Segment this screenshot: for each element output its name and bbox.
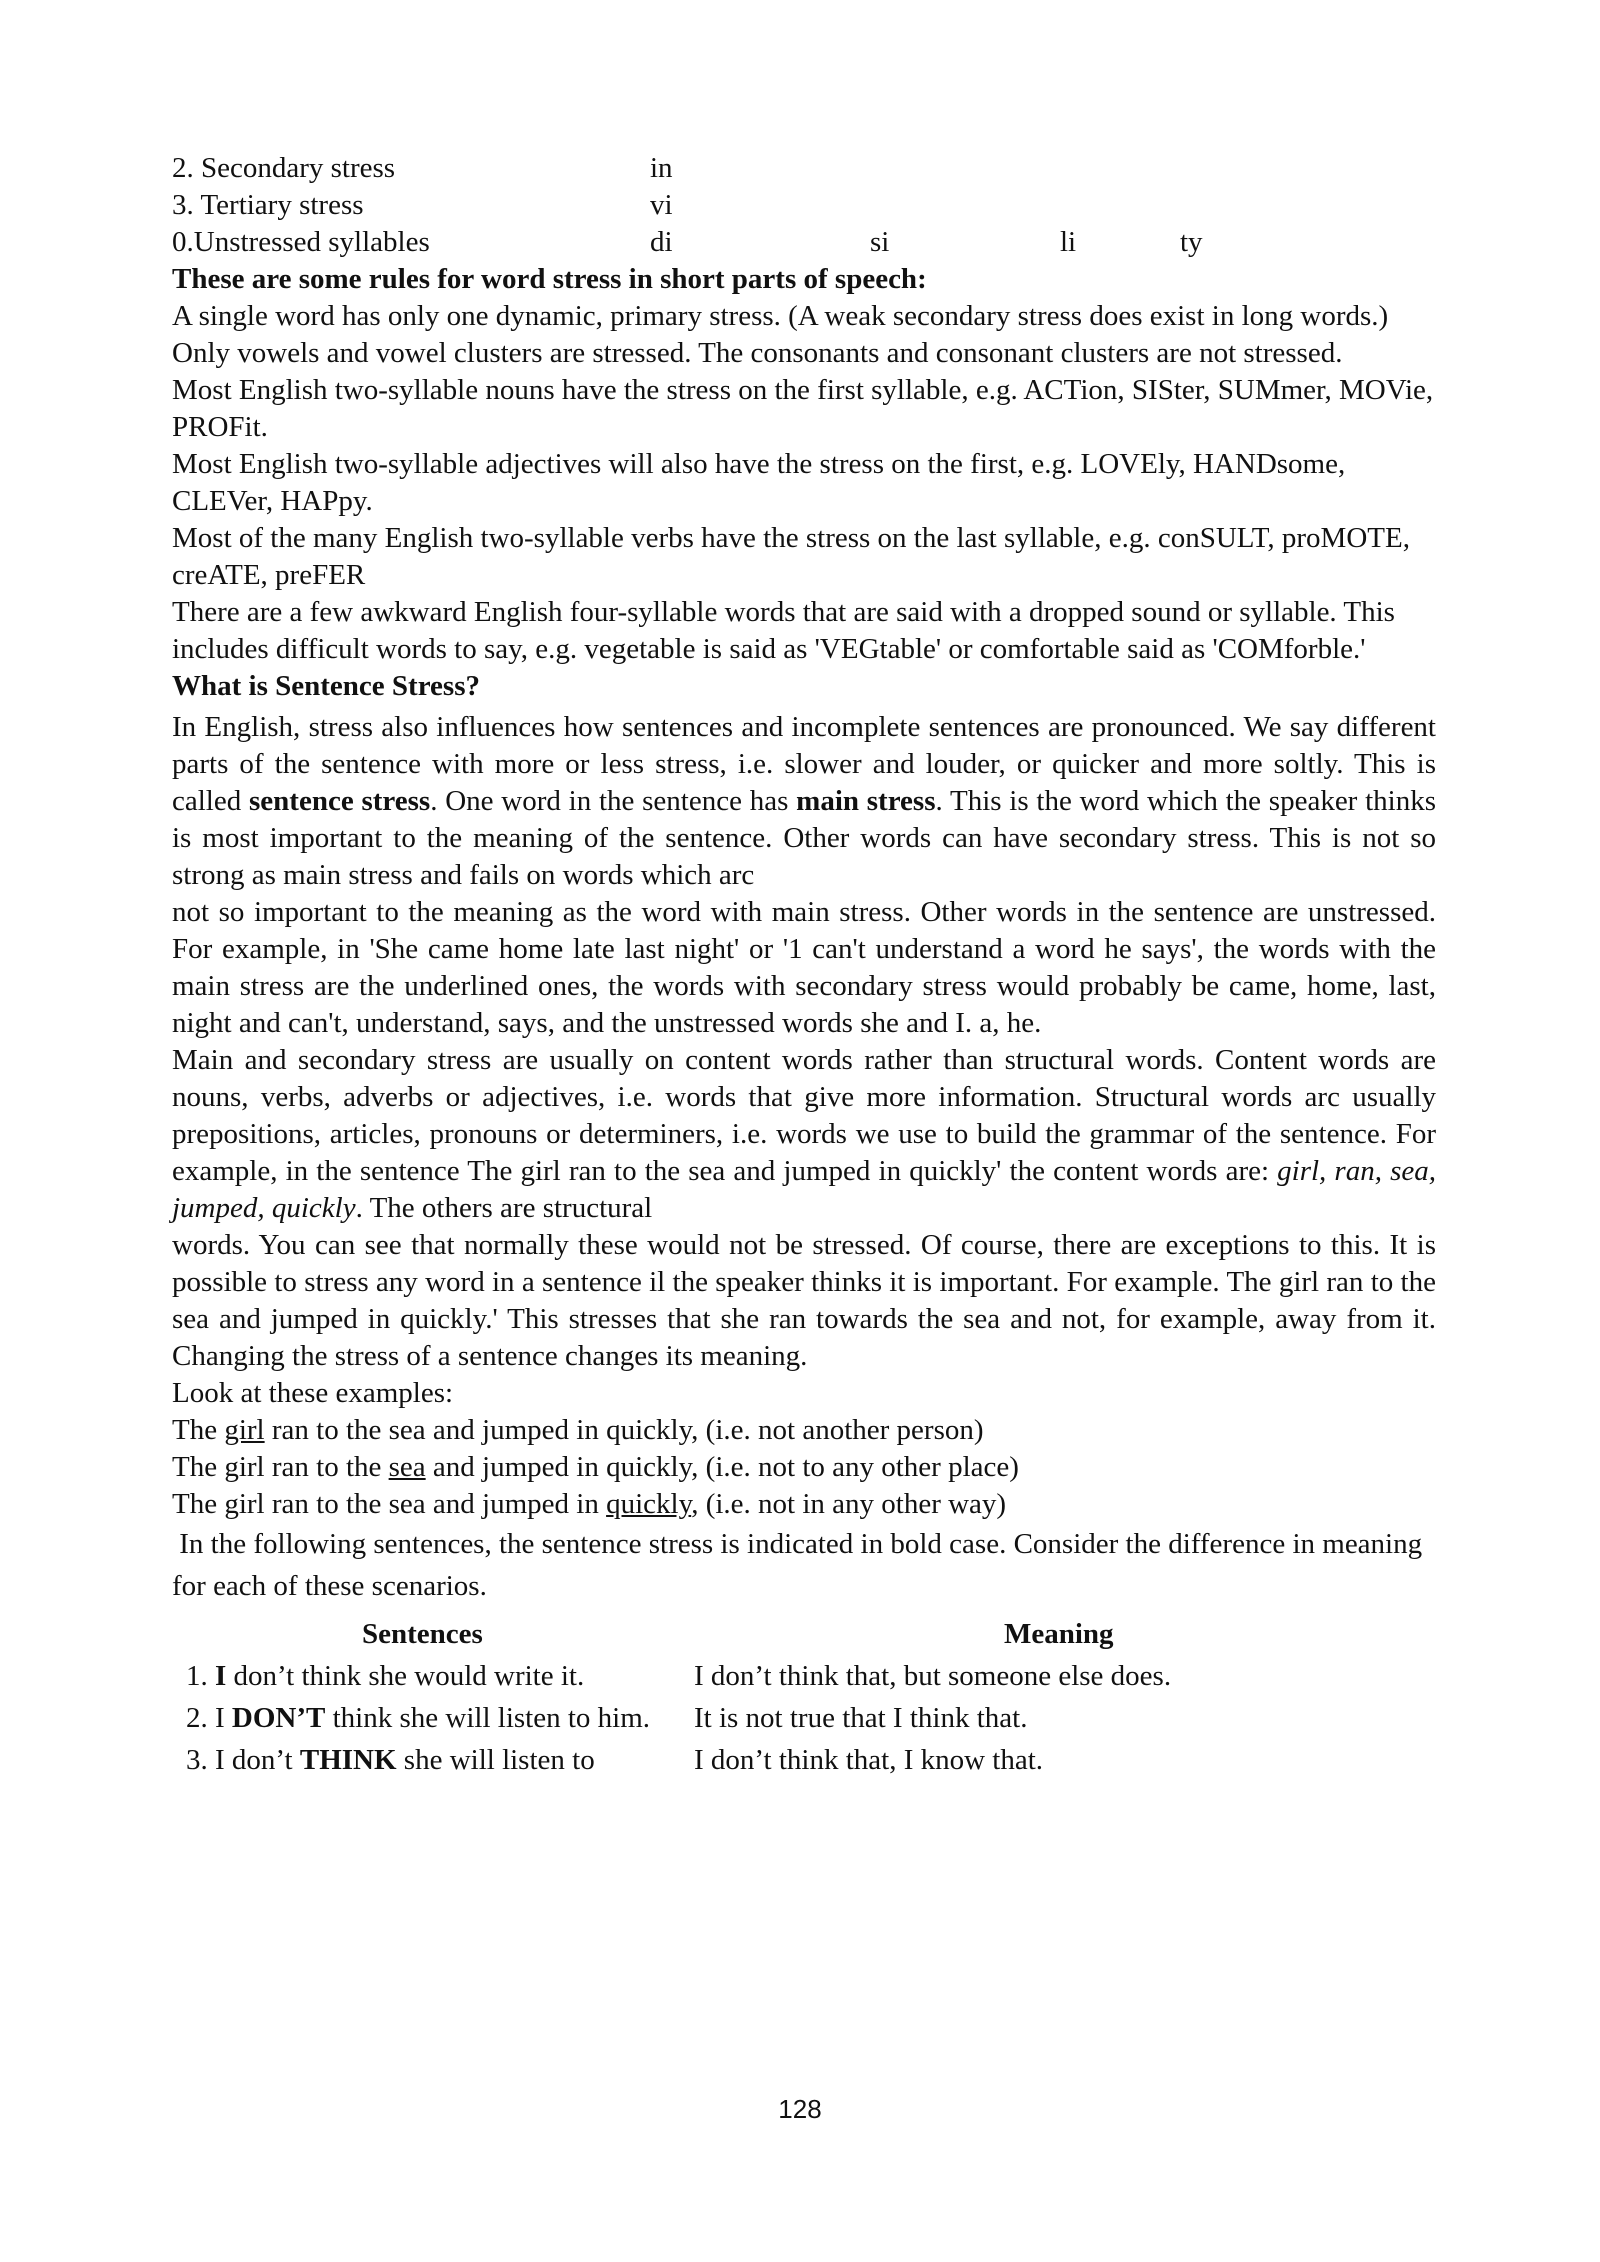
text-run: ran to the sea and jumped in quickly, (i.e. not another person) xyxy=(264,1414,984,1446)
sentence-cell xyxy=(172,1739,694,1781)
text-run: and jumped in quickly, (i.e. not to any other place) xyxy=(425,1451,1019,1483)
rule-paragraph: Most of the many English two-syllable verbs have the stress on the last syllable, e.g. conSULT, proMOTE, creATE, preFER xyxy=(172,522,1410,591)
table-header xyxy=(172,1613,1436,1655)
rule-paragraph: Only vowels and vowel clusters are stressed. The consonants and consonant clusters are not stressed. xyxy=(172,337,1343,369)
text-run: . This is the word which the speaker thinks is most important to the meaning of the sentence. Other words can have secondary stress. This is not so strong as main stress and fails on words which arc xyxy=(172,785,1437,891)
syllable-cell: di xyxy=(650,226,673,258)
body-paragraph: words. You can see that normally these would not be stressed. Of course, there are exceptions to this. It is possible to stress any word in a sentence il the speaker thinks it is important. For example. The girl ran to the sea and jumped in quickly.' This stresses that she ran towards the sea and not, for example, away from it. Changing the stress of a sentence changes its meaning. xyxy=(172,1229,1436,1372)
stressed-word: THINK xyxy=(299,1744,397,1776)
text-run: 2. I xyxy=(186,1702,232,1734)
body-paragraph: not so important to the meaning as the word with main stress. Other words in the sentence are unstressed. For example, in 'She came home late last night' or '1 can't understand a word he says', the words with the main stress are the underlined ones, the words with secondary stress would probably be came, home, last, night and can't, understand, says, and the unstressed words she and I. a, he. xyxy=(172,896,1436,1039)
syllable-label: 3. Tertiary stress xyxy=(172,189,364,221)
syllable-label: 2. Secondary stress xyxy=(172,152,396,184)
examples-intro: Look at these examples: xyxy=(172,1377,454,1409)
text-run: , (i.e. not in any other way) xyxy=(691,1488,1007,1520)
rule-paragraph: A single word has only one dynamic, primary stress. (A weak secondary stress does exist in long words.) xyxy=(172,300,1389,332)
syllable-cell: li xyxy=(1060,226,1077,258)
syllable-cell: ty xyxy=(1180,226,1203,258)
syllable-row-unstressed xyxy=(172,224,1436,261)
text-run: The xyxy=(172,1414,225,1446)
text-run: . The others are structural xyxy=(355,1192,653,1224)
text-run: 1. xyxy=(186,1660,215,1692)
example-line xyxy=(172,1486,1436,1523)
instruction-paragraph: In the following sentences, the sentence stress is indicated in bold case. Consider the difference in meaning for each of these scenarios. xyxy=(172,1528,1430,1602)
meaning-cell: It is not true that I think that. xyxy=(694,1702,1028,1734)
syllable-table xyxy=(172,150,1436,261)
text-run: think she will listen to him. xyxy=(325,1702,651,1734)
example-line xyxy=(172,1449,1436,1486)
stressed-word: I xyxy=(215,1660,227,1692)
column-header-sentences: Sentences xyxy=(362,1618,483,1650)
text-run: . One word in the sentence has xyxy=(430,785,797,817)
column-header-meaning: Meaning xyxy=(1004,1618,1114,1650)
sentence-meaning-table xyxy=(172,1613,1436,1781)
example-line xyxy=(172,1412,1436,1449)
meaning-cell: I don’t think that, but someone else does. xyxy=(694,1660,1172,1692)
rules-heading: These are some rules for word stress in short parts of speech: xyxy=(172,263,927,295)
syllable-row-secondary xyxy=(172,150,1436,187)
bold-term: main stress xyxy=(796,785,936,817)
text-run: Main and secondary stress are usually on content words rather than structural words. Content words are nouns, verbs, adverbs or adjectives, i.e. words that give more information. Structural words arc usually prepositions, articles, pronouns or determiners, i.e. words we use to build the grammar of the sentence. For example, in the sentence The girl ran to the sea and jumped in quickly' the content words are: xyxy=(172,1044,1436,1187)
text-run: In English, stress also influences how sentences and incomplete sentences are pronounced. We say different parts of the sentence with more or less stress, i.e. slower and louder, or quicker and more soltly. This is called xyxy=(172,711,1436,817)
italic-terms: girl, ran, sea, jumped, quickly xyxy=(172,1155,1436,1224)
document-page xyxy=(172,150,1436,1781)
syllable-row-tertiary xyxy=(172,187,1436,224)
bold-term: sentence stress xyxy=(249,785,431,817)
syllable-label: 0.Unstressed syllables xyxy=(172,226,430,258)
text-run: The girl ran to the xyxy=(172,1451,389,1483)
stressed-word: DON’T xyxy=(231,1702,326,1734)
section-heading: What is Sentence Stress? xyxy=(172,670,480,702)
rule-paragraph: There are a few awkward English four-syllable words that are said with a dropped sound or syllable. This includes difficult words to say, e.g. vegetable is said as 'VEGtable' or comfortable said as 'COMforble.' xyxy=(172,596,1395,665)
table-row xyxy=(172,1655,1436,1697)
text-run: 3. I don’t xyxy=(186,1744,300,1776)
syllable-cell: in xyxy=(650,152,673,184)
meaning-cell: I don’t think that, I know that. xyxy=(694,1744,1044,1776)
page-number: 128 xyxy=(778,2094,822,2124)
underlined-word: sea xyxy=(388,1451,426,1483)
underlined-word: girl xyxy=(224,1414,265,1446)
body-paragraph xyxy=(172,1042,1436,1227)
text-run: she will listen to xyxy=(396,1744,595,1776)
syllable-cell: vi xyxy=(650,189,673,221)
sentence-cell xyxy=(172,1697,694,1739)
syllable-cell: si xyxy=(870,226,890,258)
text-run: The girl ran to the sea and jumped in xyxy=(172,1488,607,1520)
sentence-cell xyxy=(172,1655,694,1697)
underlined-word: quickly xyxy=(606,1488,692,1520)
table-row xyxy=(172,1739,1436,1781)
body-paragraph xyxy=(172,709,1436,894)
rule-paragraph: Most English two-syllable nouns have the stress on the first syllable, e.g. ACTion, SISter, SUMmer, MOVie, PROFit. xyxy=(172,374,1434,443)
table-row xyxy=(172,1697,1436,1739)
rule-paragraph: Most English two-syllable adjectives will also have the stress on the first, e.g. LOVEly, HANDsome, CLEVer, HAPpy. xyxy=(172,448,1346,517)
text-run: don’t think she would write it. xyxy=(226,1660,585,1692)
